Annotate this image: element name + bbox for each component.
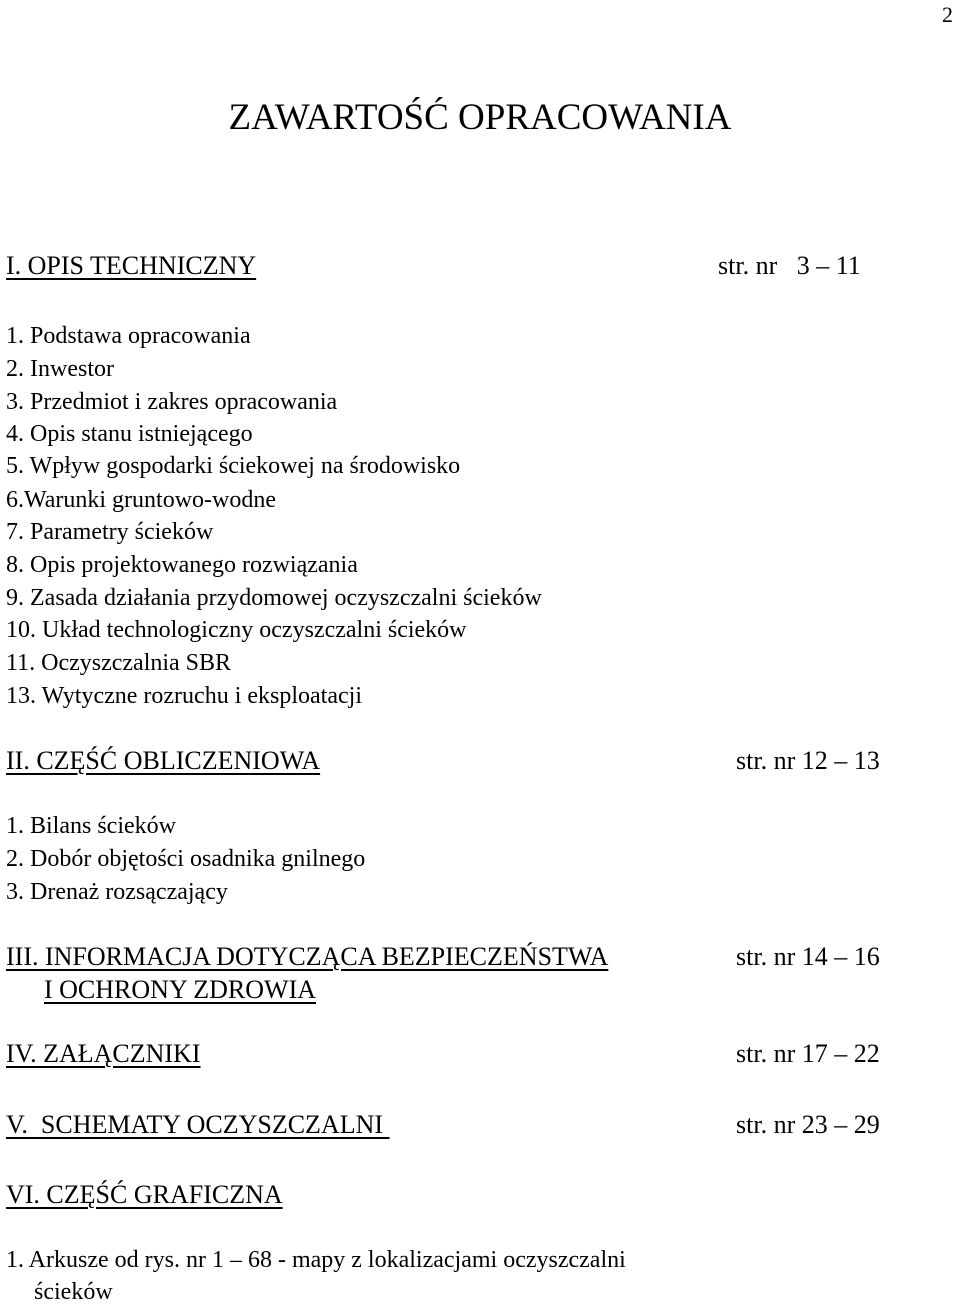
- list-item: 8. Opis projektowanego rozwiązania: [6, 552, 358, 578]
- list-item: 2. Dobór objętości osadnika gnilnego: [6, 846, 366, 872]
- section-heading-czesc-obliczeniowa: II. CZĘŚĆ OBLICZENIOWA: [6, 746, 321, 775]
- list-item: 1. Bilans ścieków: [6, 813, 176, 839]
- list-item: 1. Arkusze od rys. nr 1 – 68 - mapy z lokalizacjami oczyszczalni: [6, 1247, 626, 1273]
- section-pages-schematy: str. nr 23 – 29: [736, 1110, 880, 1139]
- list-item: 2. Inwestor: [6, 356, 114, 382]
- list-item: 6.Warunki gruntowo-wodne: [6, 487, 277, 513]
- list-item: 3. Drenaż rozsączający: [6, 879, 228, 905]
- list-item: ścieków: [34, 1279, 113, 1305]
- section-pages-zalaczniki: str. nr 17 – 22: [736, 1039, 880, 1068]
- section-heading-zalaczniki: IV. ZAŁĄCZNIKI: [6, 1039, 201, 1068]
- list-item: 11. Oczyszczalnia SBR: [6, 650, 232, 676]
- section-pages-opis-techniczny: str. nr 3 – 11: [718, 251, 861, 280]
- list-item: 3. Przedmiot i zakres opracowania: [6, 389, 338, 415]
- section-pages-czesc-obliczeniowa: str. nr 12 – 13: [736, 746, 880, 775]
- list-item: 7. Parametry ścieków: [6, 519, 214, 545]
- list-item: 5. Wpływ gospodarki ściekowej na środowisko: [6, 453, 461, 479]
- list-item: 13. Wytyczne rozruchu i eksploatacji: [6, 683, 362, 709]
- section-heading-opis-techniczny: I. OPIS TECHNICZNY: [6, 251, 257, 280]
- section-heading-bezpieczenstwo-line2: I OCHRONY ZDROWIA: [44, 975, 317, 1004]
- list-item: 1. Podstawa opracowania: [6, 323, 251, 349]
- list-item: 10. Układ technologiczny oczyszczalni ścieków: [6, 617, 467, 643]
- section-heading-bezpieczenstwo: III. INFORMACJA DOTYCZĄCA BEZPIECZEŃSTWA: [6, 942, 609, 971]
- list-item: 4. Opis stanu istniejącego: [6, 421, 253, 447]
- list-item: 9. Zasada działania przydomowej oczyszczalni ścieków: [6, 585, 542, 611]
- section-pages-bezpieczenstwo: str. nr 14 – 16: [736, 942, 880, 971]
- document-title: ZAWARTOŚĆ OPRACOWANIA: [228, 97, 732, 138]
- section-heading-czesc-graficzna: VI. CZĘŚĆ GRAFICZNA: [6, 1180, 283, 1209]
- page-number: 2: [942, 2, 953, 27]
- section-heading-schematy: V. SCHEMATY OCZYSZCZALNI: [6, 1110, 390, 1139]
